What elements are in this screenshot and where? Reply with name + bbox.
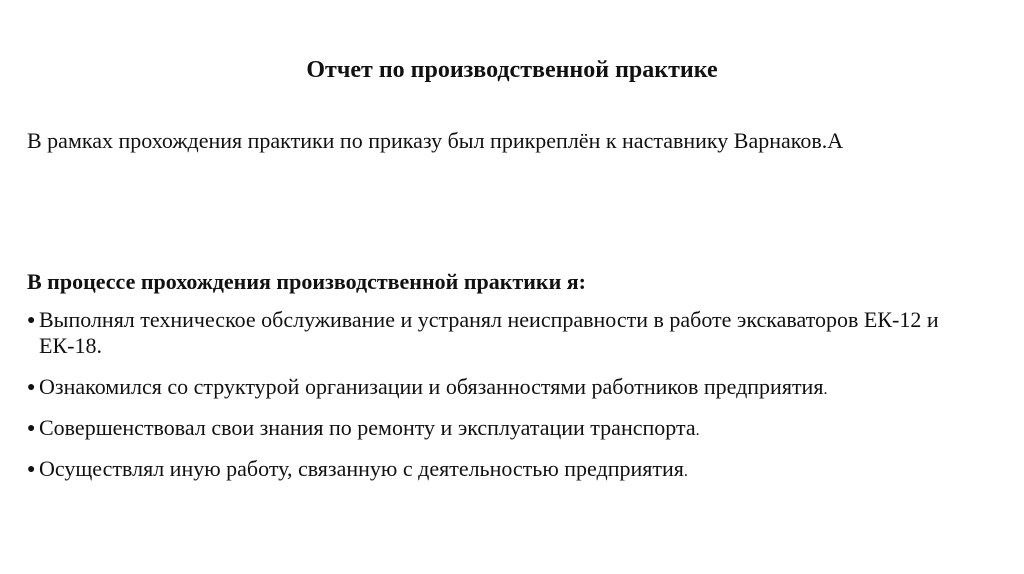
list-item [27,374,977,403]
bullet-icon: ● [27,462,36,477]
list-item [27,415,977,444]
list-item [27,307,977,362]
list-item [27,456,977,485]
list-item-text: Совершенствовал свои знания по ремонту и эксплуатации транспорта [39,415,696,440]
bullet-list [27,307,977,497]
list-item-text: Ознакомился со структурой организации и обязанностями работников предприятия [39,374,824,399]
list-item-text: Выполнял техническое обслуживание и устранял неисправности в работе экскаваторов ЕК-12 и ЕК-18. [39,307,939,358]
list-item-period: . [823,381,828,398]
list-item-period: . [695,422,700,439]
intro-paragraph: В рамках прохождения практики по приказу был прикреплён к наставнику Варнаков.А [27,128,844,153]
bullet-icon: ● [27,380,36,395]
list-item-period: . [683,463,688,480]
list-item-text: Осуществлял иную работу, связанную с деятельностью предприятия [39,456,684,481]
bullet-icon: ● [27,313,36,328]
bullet-icon: ● [27,421,36,436]
page-title: Отчет по производственной практике [306,57,718,83]
section-heading: В процессе прохождения производственной практики я: [27,269,586,294]
